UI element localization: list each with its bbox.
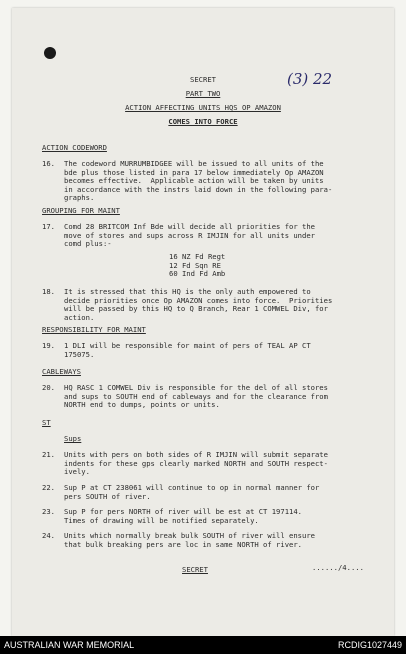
- document-page: [12, 8, 394, 636]
- para-22: Sup P at CT 238061 will continue to op in normal manner for pers SOUTH of river.: [64, 483, 320, 501]
- record-id: RCDIG1027449: [337, 640, 402, 650]
- para-22-number: 22.: [42, 483, 55, 492]
- secret-bottom: SECRET: [182, 565, 208, 574]
- para-17: Comd 28 BRITCOM Inf Bde will decide all priorities for the move of stores and sups across R IMJIN for all units under comd plus:-: [64, 222, 315, 249]
- section-action-codeword: ACTION CODEWORD: [42, 143, 107, 152]
- para-18: It is stressed that this HQ is the only auth empowered to decide priorities once Op AMAZON comes into force. Priorities will be passed by this HQ to Q Branch, Rear 1 COMWEL Div, for action.: [64, 287, 333, 322]
- para-19: 1 DLI will be responsible for maint of pers of TEAL AP CT 175075.: [64, 341, 311, 359]
- para-16: The codeword MURRUMBIDGEE will be issued to all units of the bde plus those listed in para 17 below immediately Op AMAZON becomes effective. Applicable action will be taken by units in accordance with the instrs laid down in the following para- graphs.: [64, 159, 333, 203]
- para-24-number: 24.: [42, 531, 55, 540]
- section-grouping: GROUPING FOR MAINT: [42, 206, 120, 215]
- para-21: Units with pers on both sides of R IMJIN will submit separate indents for these gps clearly marked NORTH and SOUTH respect- ively.: [64, 450, 328, 477]
- para-24: Units which normally break bulk SOUTH of river will ensure that bulk breaking pers are loc in same NORTH of river.: [64, 531, 315, 549]
- part-heading: PART TWO: [185, 89, 221, 98]
- archive-footer-bar: [0, 636, 406, 654]
- para-17-number: 17.: [42, 222, 55, 231]
- para-20-number: 20.: [42, 383, 55, 392]
- archive-name: AUSTRALIAN WAR MEMORIAL: [4, 640, 135, 650]
- para-20: HQ RASC 1 COMWEL Div is responsible for the del of all stores and sups to SOUTH end of cableways and for the clearance from NORTH end to dumps, points or units.: [64, 383, 328, 410]
- section-cableways: CABLEWAYS: [42, 367, 81, 376]
- document-title: ACTION AFFECTING UNITS HQS OP AMAZON: [125, 103, 281, 112]
- para-16-number: 16.: [42, 159, 55, 168]
- para-19-number: 19.: [42, 341, 55, 350]
- para-17-unit-list: 16 NZ Fd Regt 12 Fd Sqn RE 60 Ind Fd Amb: [169, 252, 226, 279]
- para-18-number: 18.: [42, 287, 55, 296]
- continuation-marker: ....../4....: [312, 563, 364, 572]
- document-subtitle: COMES INTO FORCE: [168, 117, 238, 126]
- subsection-sups: Sups: [64, 434, 82, 443]
- section-st: ST: [42, 418, 51, 427]
- secret-top: SECRET: [190, 75, 216, 84]
- handwritten-page-mark: (3) 22: [287, 70, 333, 88]
- para-23-number: 23.: [42, 507, 55, 516]
- document-body: [12, 8, 394, 636]
- section-responsibility: RESPONSIBILITY FOR MAINT: [42, 325, 146, 334]
- para-21-number: 21.: [42, 450, 55, 459]
- para-23: Sup P for pers NORTH of river will be est at CT 197114. Times of drawing will be notified separately.: [64, 507, 302, 525]
